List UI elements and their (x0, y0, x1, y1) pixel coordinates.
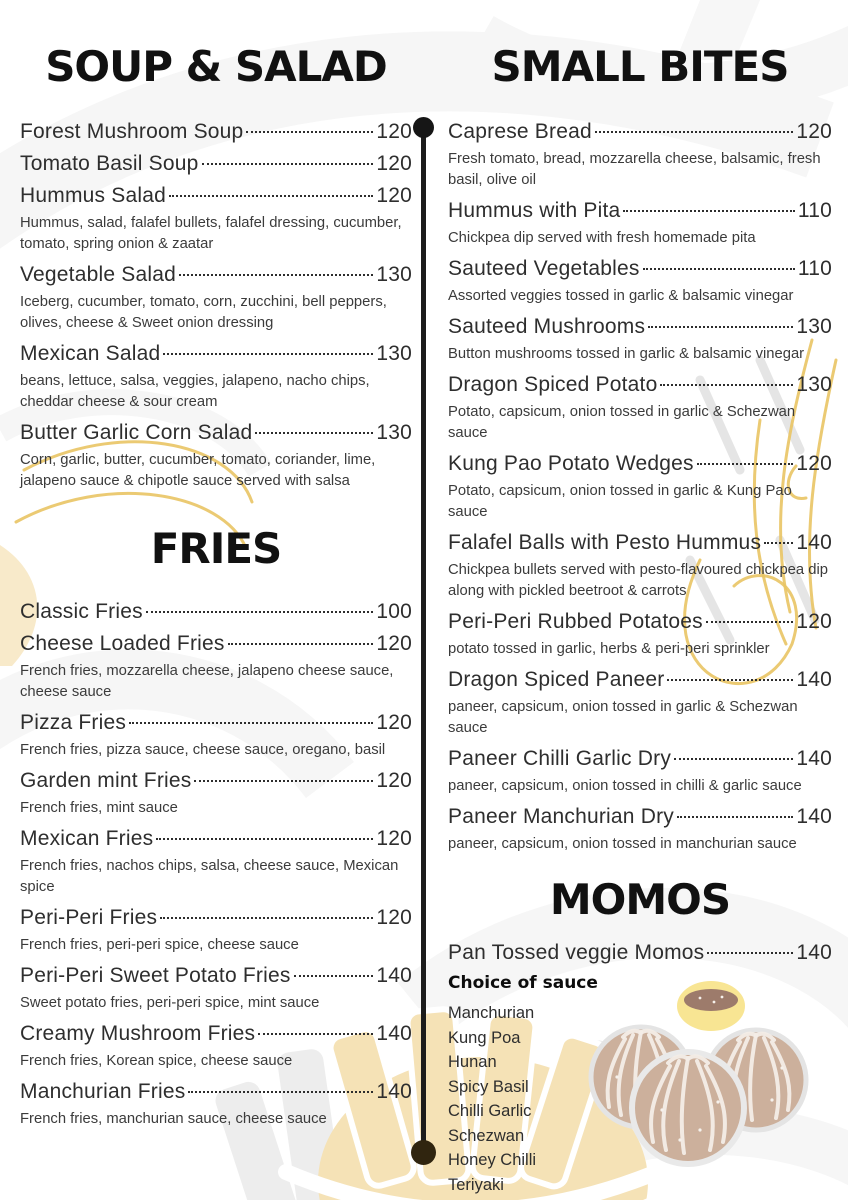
menu-item (20, 902, 412, 956)
dotted-leader (188, 1091, 373, 1093)
dotted-leader (294, 975, 374, 977)
dotted-leader (697, 463, 794, 465)
divider-line (421, 127, 426, 1152)
soup-salad-items (20, 116, 412, 492)
menu-item (20, 148, 412, 180)
menu-item-line (448, 195, 832, 227)
sauce-option: Schezwan (448, 1126, 525, 1145)
item-description: French fries, mint sauce (20, 800, 178, 816)
item-price: 100 (376, 600, 412, 623)
item-price: 120 (796, 452, 832, 475)
section-soup-salad (20, 42, 412, 492)
section-momos (448, 875, 832, 1197)
dotted-leader (160, 917, 373, 919)
menu-item (20, 596, 412, 628)
item-name: Creamy Mushroom Fries (20, 1022, 256, 1045)
item-price: 120 (376, 152, 412, 175)
item-name: Classic Fries (20, 600, 143, 623)
dotted-leader (156, 838, 373, 840)
dotted-leader (707, 952, 793, 954)
item-description: Iceberg, cucumber, tomato, corn, zucchini, bell peppers, olives, cheese & Sweet onion dressing (20, 294, 387, 331)
dotted-leader (660, 384, 793, 386)
sauce-option: Chilli Garlic (448, 1102, 532, 1120)
menu-item-line (20, 707, 412, 739)
item-description: Button mushrooms tossed in garlic & balsamic vinegar (448, 346, 805, 362)
menu-item-line (448, 448, 832, 480)
dotted-leader (706, 621, 794, 623)
menu-item-line (20, 902, 412, 934)
item-description: Chickpea bullets served with pesto-flavoured chickpea dip along with pickled beetroot & carrots (448, 562, 828, 599)
item-price: 130 (376, 263, 412, 286)
item-name: Dragon Spiced Paneer (448, 668, 665, 691)
dotted-leader (643, 268, 795, 270)
menu-item (20, 628, 412, 703)
item-name: Falafel Balls with Pesto Hummus (448, 531, 762, 554)
menu-item-line (448, 311, 832, 343)
choice-of-sauce-label: Choice of sauce (448, 973, 598, 993)
item-description: French fries, nachos chips, salsa, cheese sauce, Mexican spice (20, 858, 399, 895)
item-price: 130 (376, 421, 412, 444)
sauce-option: Spicy Basil (448, 1077, 529, 1096)
dotted-leader (677, 816, 793, 818)
item-price: 130 (796, 315, 832, 338)
item-name: Caprese Bread (448, 120, 592, 143)
item-price: 140 (796, 668, 832, 691)
item-name: Sauteed Mushrooms (448, 315, 646, 338)
sauce-option: Hunan (448, 1053, 497, 1071)
menu-item (448, 743, 832, 797)
dotted-leader (764, 542, 793, 544)
item-name: Vegetable Salad (20, 263, 176, 286)
menu-item-line (20, 765, 412, 797)
menu-item (20, 338, 412, 413)
menu-item-line (20, 148, 412, 180)
dotted-leader (667, 679, 793, 681)
menu-item (20, 823, 412, 898)
item-price: 140 (796, 805, 832, 828)
menu-item-line (20, 596, 412, 628)
menu-item-line (20, 1018, 412, 1050)
menu-item (448, 369, 832, 444)
menu-item-line (448, 937, 832, 969)
left-column (20, 0, 412, 1134)
item-name: Paneer Manchurian Dry (448, 805, 674, 828)
menu-item (448, 253, 832, 307)
dotted-leader (648, 326, 793, 328)
item-description: paneer, capsicum, onion tossed in manchurian sauce (448, 836, 797, 852)
item-description: Corn, garlic, butter, cucumber, tomato, coriander, lime, jalapeno sauce & chipotle sauce served with salsa (20, 452, 376, 489)
item-name: Mexican Salad (20, 342, 161, 365)
menu-item-line (20, 116, 412, 148)
item-name: Peri-Peri Fries (20, 906, 158, 929)
item-price: 130 (796, 373, 832, 396)
item-price: 120 (796, 610, 832, 633)
momos-items (448, 937, 832, 969)
menu-item (20, 259, 412, 334)
item-name: Cheese Loaded Fries (20, 632, 225, 655)
item-description: paneer, capsicum, onion tossed in garlic & Schezwan sauce (448, 699, 798, 736)
menu-item (448, 195, 832, 249)
item-price: 140 (796, 531, 832, 554)
menu-item-line (20, 259, 412, 291)
small-bites-items (448, 116, 832, 855)
item-name: Peri-Peri Sweet Potato Fries (20, 964, 291, 987)
item-name: Sauteed Vegetables (448, 257, 640, 280)
dotted-leader (228, 643, 374, 645)
section-fries (20, 524, 412, 1130)
item-name: Peri-Peri Rubbed Potatoes (448, 610, 703, 633)
item-price: 120 (376, 769, 412, 792)
item-description: Potato, capsicum, onion tossed in garlic & Schezwan sauce (448, 404, 796, 441)
section-title-fries: FRIES (150, 524, 282, 573)
item-name: Garden mint Fries (20, 769, 192, 792)
dotted-leader (258, 1033, 373, 1035)
item-description: beans, lettuce, salsa, veggies, jalapeno, nacho chips, cheddar cheese & sour cream (20, 373, 370, 410)
menu-item-line (20, 628, 412, 660)
item-price: 120 (376, 184, 412, 207)
divider-dot-top (413, 117, 434, 138)
item-price: 120 (376, 827, 412, 850)
item-price: 140 (376, 1022, 412, 1045)
sauce-option: Manchurian (448, 1004, 535, 1022)
menu-item (20, 707, 412, 761)
menu-item-line (20, 417, 412, 449)
item-name: Mexican Fries (20, 827, 154, 850)
dotted-leader (129, 722, 373, 724)
dotted-leader (169, 195, 373, 197)
item-description: Potato, capsicum, onion tossed in garlic & Kung Pao sauce (448, 483, 792, 520)
menu-item (448, 311, 832, 365)
menu-item-line (448, 606, 832, 638)
item-price: 140 (796, 747, 832, 770)
dotted-leader (595, 131, 794, 133)
item-description: French fries, Korean spice, cheese sauce (20, 1053, 293, 1069)
sauce-list (448, 1001, 832, 1197)
dotted-leader (255, 432, 373, 434)
menu-item (20, 417, 412, 492)
menu-item-line (448, 743, 832, 775)
menu-item-line (448, 369, 832, 401)
menu-item-line (448, 253, 832, 285)
item-price: 120 (376, 120, 412, 143)
item-description: Sweet potato fries, peri-peri spice, mint sauce (20, 995, 320, 1011)
section-title-soup-salad: SOUP & SALAD (45, 42, 387, 91)
dotted-leader (202, 163, 374, 165)
right-column (448, 0, 832, 1197)
menu-item (20, 116, 412, 148)
sauce-option: Kung Poa (448, 1028, 521, 1047)
menu-item-line (448, 801, 832, 833)
menu-item (20, 180, 412, 255)
sauce-option: Teriyaki (448, 1175, 504, 1194)
menu-item-line (448, 664, 832, 696)
item-description: paneer, capsicum, onion tossed in chilli & garlic sauce (448, 778, 802, 794)
item-description: Fresh tomato, bread, mozzarella cheese, balsamic, fresh basil, olive oil (448, 151, 821, 188)
item-name: Kung Pao Potato Wedges (448, 452, 694, 475)
menu-item-line (448, 527, 832, 559)
item-description: Assorted veggies tossed in garlic & balsamic vinegar (448, 288, 794, 304)
menu-item-line (20, 338, 412, 370)
dotted-leader (194, 780, 373, 782)
item-description: French fries, peri-peri spice, cheese sauce (20, 937, 299, 953)
item-price: 120 (376, 711, 412, 734)
item-name: Manchurian Fries (20, 1080, 186, 1103)
item-price: 120 (376, 906, 412, 929)
item-name: Hummus with Pita (448, 199, 621, 222)
item-name: Tomato Basil Soup (20, 152, 199, 175)
menu-item-line (20, 960, 412, 992)
item-name: Dragon Spiced Potato (448, 373, 658, 396)
item-name: Paneer Chilli Garlic Dry (448, 747, 672, 770)
menu-item (20, 960, 412, 1014)
item-price: 140 (376, 964, 412, 987)
menu-item (448, 606, 832, 660)
item-description: French fries, manchurian sauce, cheese sauce (20, 1111, 327, 1127)
fries-items (20, 596, 412, 1130)
dotted-leader (623, 210, 794, 212)
item-price: 120 (376, 632, 412, 655)
item-price: 140 (376, 1080, 412, 1103)
item-name: Pizza Fries (20, 711, 127, 734)
dotted-leader (146, 611, 374, 613)
menu-item (448, 116, 832, 191)
section-title-small-bites: SMALL BITES (491, 42, 789, 91)
menu-item (448, 801, 832, 855)
menu-item (448, 527, 832, 602)
item-description: Chickpea dip served with fresh homemade pita (448, 230, 756, 246)
dotted-leader (246, 131, 373, 133)
menu-item (20, 765, 412, 819)
menu-item (20, 1018, 412, 1072)
menu-item-line (20, 180, 412, 212)
menu-item (20, 1076, 412, 1130)
dotted-leader (674, 758, 793, 760)
item-name: Forest Mushroom Soup (20, 120, 244, 143)
menu-item-line (20, 823, 412, 855)
item-price: 110 (797, 257, 832, 280)
item-description: French fries, mozzarella cheese, jalapeno cheese sauce, cheese sauce (20, 663, 394, 700)
item-price: 140 (796, 941, 832, 964)
item-description: French fries, pizza sauce, cheese sauce, oregano, basil (20, 742, 386, 758)
menu-item (448, 937, 832, 969)
menu-item (448, 448, 832, 523)
dotted-leader (179, 274, 373, 276)
item-price: 120 (796, 120, 832, 143)
item-name: Pan Tossed veggie Momos (448, 941, 705, 964)
divider-dot-bottom (411, 1140, 436, 1165)
sauce-option: Honey Chilli (448, 1151, 537, 1169)
item-price: 110 (797, 199, 832, 222)
item-description: potato tossed in garlic, herbs & peri-peri sprinkler (448, 641, 770, 657)
menu-item (448, 664, 832, 739)
dotted-leader (163, 353, 373, 355)
item-name: Hummus Salad (20, 184, 166, 207)
item-name: Butter Garlic Corn Salad (20, 421, 253, 444)
menu-item-line (20, 1076, 412, 1108)
item-description: Hummus, salad, falafel bullets, falafel dressing, cucumber, tomato, spring onion & zaatar (20, 215, 402, 252)
item-price: 130 (376, 342, 412, 365)
menu-item-line (448, 116, 832, 148)
section-small-bites (448, 42, 832, 855)
section-title-momos: MOMOS (549, 875, 731, 924)
